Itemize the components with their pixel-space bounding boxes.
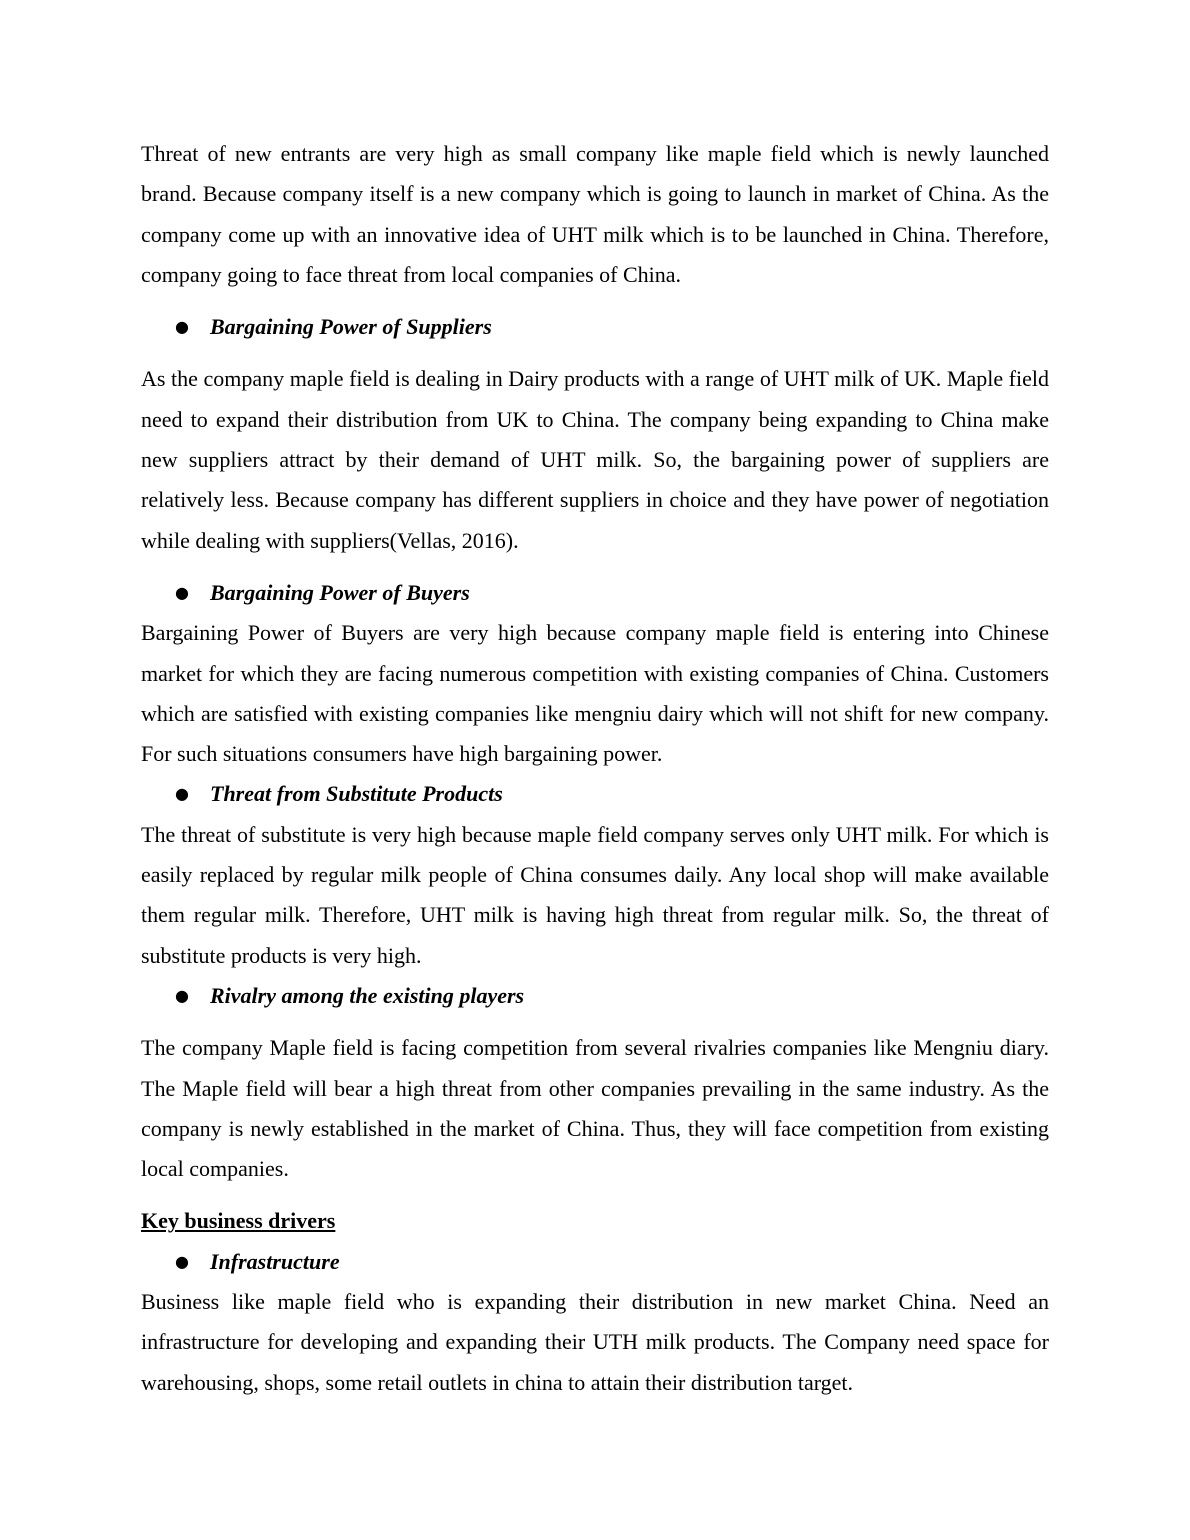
bullet-bargaining-power-buyers [141,573,1049,613]
bullet-label: Bargaining Power of Buyers [210,579,470,605]
paragraph-infrastructure: Business like maple field who is expanding their distribution in new market China. Need an infrastructure for developing and expanding their UTH milk products. The Company need space for warehousing, shops, some retail outlets in china to attain their distribution target. [141,1289,1049,1395]
paragraph-rivalry: The company Maple field is facing competition from several rivalries companies like Mengniu diary. The Maple field will bear a high threat from other companies prevailing in the same industry. As the company is newly established in the market of China. Thus, they will face competition from existing local companies. [141,1035,1049,1182]
bullet-icon: ● [175,1251,189,1271]
bullet-label: Rivalry among the existing players [210,982,525,1008]
paragraph-suppliers: As the company maple field is dealing in Dairy products with a range of UHT milk of UK. Maple field need to expand their distribution from UK to China. The company being expanding to China make new suppliers attract by their demand of UHT milk. So, the bargaining power of suppliers are relatively less. Because company has different suppliers in choice and they have power of negotiation while dealing with suppliers(Vellas, 2016). [141,366,1049,553]
section-heading-key-business-drivers: Key business drivers [141,1208,336,1234]
paragraph-buyers: Bargaining Power of Buyers are very high because company maple field is entering into Chinese market for which they are facing numerous competition with existing companies of China. Customers which are satisfied with existing companies like mengniu dairy which will not shift for new company. For such situations consumers have high bargaining power. [141,620,1049,767]
bullet-label: Infrastructure [210,1248,340,1274]
bullet-icon: ● [175,582,189,602]
bullet-label: Bargaining Power of Suppliers [210,314,492,340]
document-body [141,134,1049,1403]
bullet-infrastructure [141,1242,1049,1282]
bullet-rivalry-existing-players [141,976,1049,1016]
paragraph-substitutes: The threat of substitute is very high because maple field company serves only UHT milk. For which is easily replaced by regular milk people of China consumes daily. Any local shop will make available them regular milk. Therefore, UHT milk is having high threat from regular milk. So, the threat of substitute products is very high. [141,821,1049,968]
bullet-icon: ● [175,317,189,337]
paragraph-new-entrants: Threat of new entrants are very high as small company like maple field which is newly launched brand. Because company itself is a new company which is going to launch in market of China. As the company come up with an innovative idea of UHT milk which is to be launched in China. Therefore, company going to face threat from local companies of China. [141,141,1049,287]
bullet-bargaining-power-suppliers [141,307,1049,347]
bullet-icon: ● [175,784,189,804]
bullet-icon: ● [175,985,189,1005]
bullet-label: Threat from Substitute Products [210,781,503,807]
bullet-threat-substitute-products [141,774,1049,814]
